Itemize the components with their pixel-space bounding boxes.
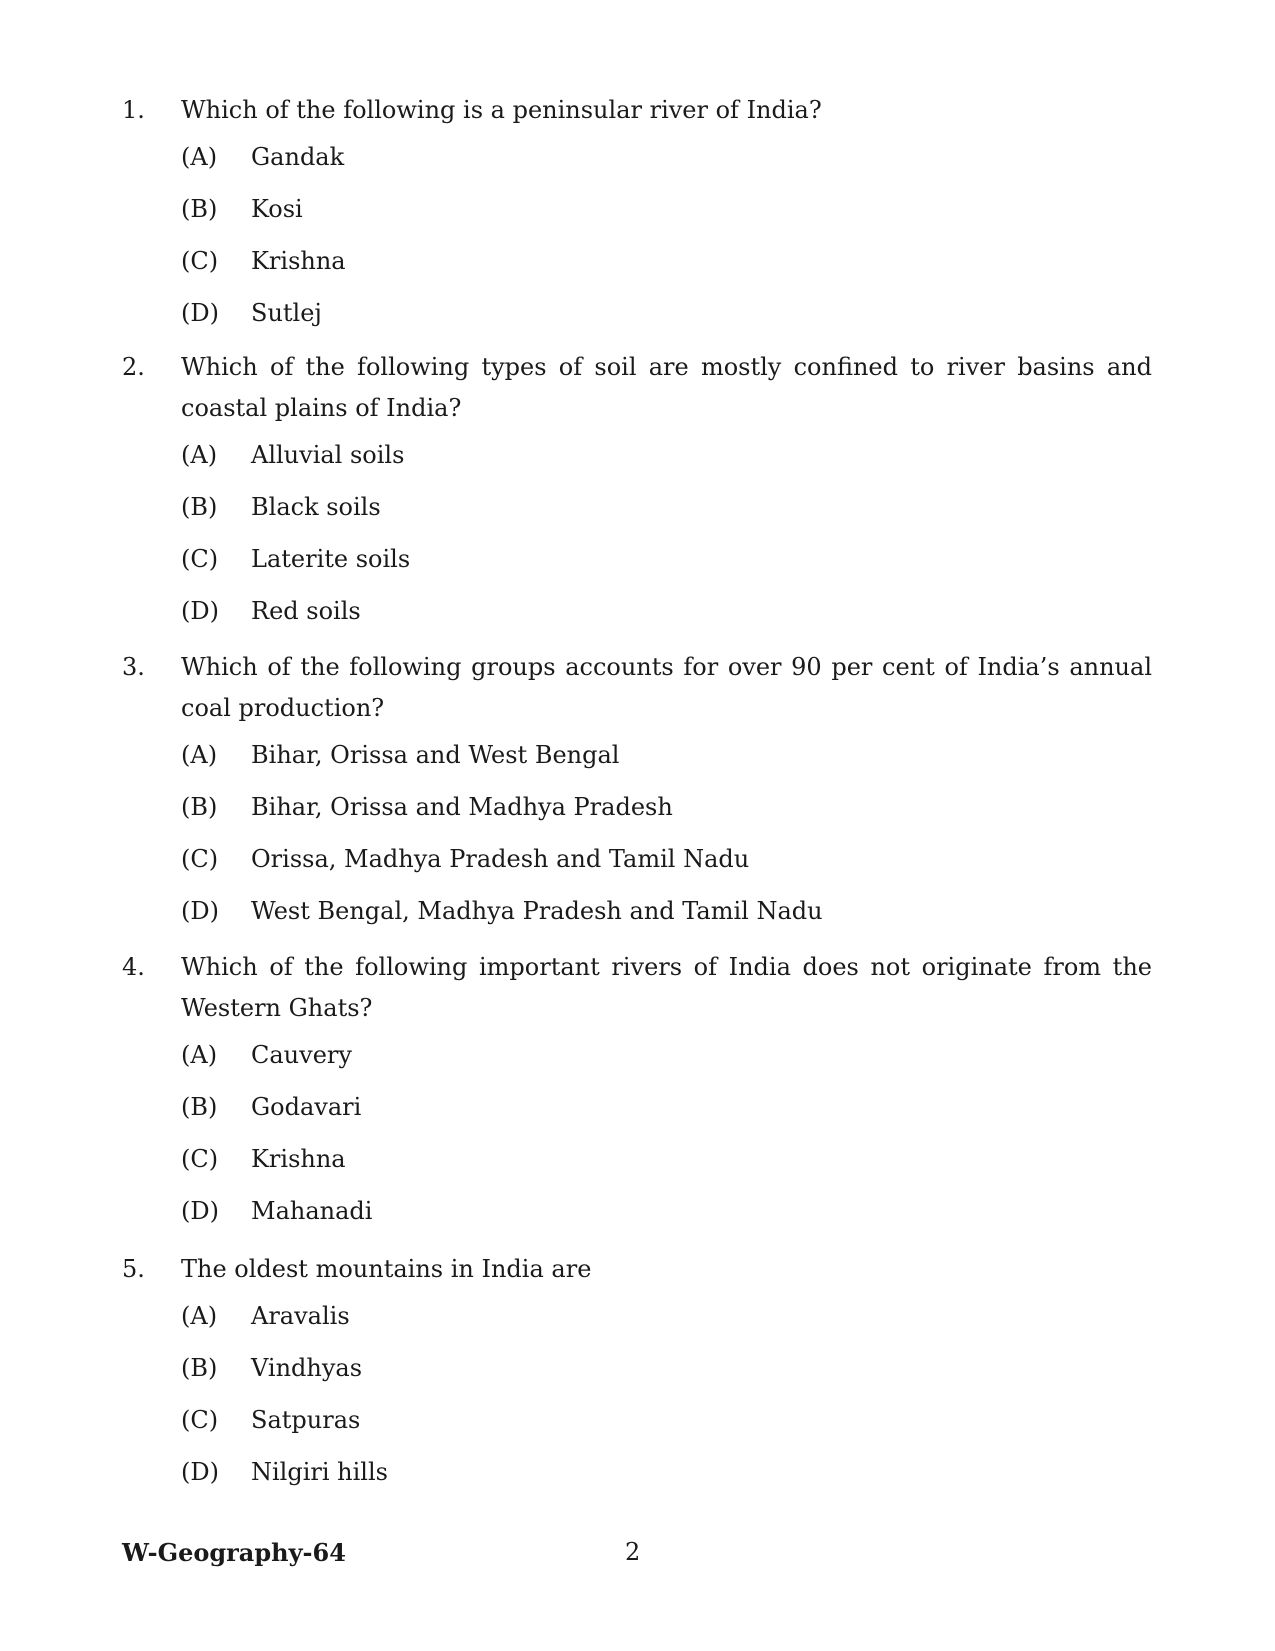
option-letter: (A) — [181, 441, 218, 469]
option-letter: (A) — [181, 1302, 218, 1330]
option-list — [181, 1037, 1152, 1245]
option-letter: (B) — [181, 1093, 218, 1121]
option-text: Vindhyas — [251, 1354, 363, 1382]
option-letter: (C) — [181, 1145, 219, 1173]
option-list — [181, 737, 1152, 945]
option-text: Aravalis — [251, 1302, 350, 1330]
question-number: 4. — [122, 953, 145, 981]
option-b — [181, 489, 1152, 541]
option-a — [181, 1298, 1152, 1350]
option-letter: (A) — [181, 1041, 218, 1069]
option-text: Bihar, Orissa and Madhya Pradesh — [251, 793, 673, 821]
option-text: Laterite soils — [251, 545, 411, 573]
option-text: Red soils — [251, 597, 361, 625]
option-letter: (C) — [181, 845, 219, 873]
question-text: Which of the following types of soil are mostly confined to river basins and coastal plains of India? — [181, 353, 1152, 422]
option-c — [181, 1402, 1152, 1454]
option-text: Black soils — [251, 493, 381, 521]
option-letter: (A) — [181, 143, 218, 171]
option-text: Kosi — [251, 195, 303, 223]
question-text: The oldest mountains in India are — [181, 1255, 592, 1283]
option-text: Alluvial soils — [251, 441, 405, 469]
option-text: West Bengal, Madhya Pradesh and Tamil Nadu — [251, 897, 823, 925]
option-text: Nilgiri hills — [251, 1458, 388, 1486]
question-number: 2. — [122, 353, 145, 381]
option-c — [181, 841, 1152, 893]
question-1 — [122, 90, 1152, 347]
option-letter: (C) — [181, 1406, 219, 1434]
option-text: Krishna — [251, 1145, 346, 1173]
option-d — [181, 1454, 1152, 1506]
option-letter: (A) — [181, 741, 218, 769]
option-d — [181, 593, 1152, 645]
option-list — [181, 1298, 1152, 1506]
option-letter: (D) — [181, 1197, 219, 1225]
option-c — [181, 1141, 1152, 1193]
option-a — [181, 1037, 1152, 1089]
option-letter: (D) — [181, 597, 219, 625]
option-d — [181, 295, 1152, 347]
option-d — [181, 1193, 1152, 1245]
option-text: Godavari — [251, 1093, 362, 1121]
option-text: Cauvery — [251, 1041, 352, 1069]
question-5 — [122, 1249, 1152, 1506]
option-letter: (C) — [181, 545, 219, 573]
question-4 — [122, 947, 1152, 1245]
option-text: Gandak — [251, 143, 345, 171]
question-text: Which of the following important rivers of India does not originate from the Western Ghats? — [181, 953, 1152, 1022]
question-number: 3. — [122, 653, 145, 681]
option-b — [181, 191, 1152, 243]
option-b — [181, 1350, 1152, 1402]
question-number: 5. — [122, 1255, 145, 1283]
option-a — [181, 139, 1152, 191]
option-text: Mahanadi — [251, 1197, 373, 1225]
option-text: Satpuras — [251, 1406, 361, 1434]
option-letter: (D) — [181, 897, 219, 925]
option-letter: (B) — [181, 793, 218, 821]
option-b — [181, 789, 1152, 841]
page-number: 2 — [625, 1538, 641, 1566]
option-letter: (B) — [181, 1354, 218, 1382]
question-2 — [122, 347, 1152, 645]
option-c — [181, 243, 1152, 295]
option-list — [181, 437, 1152, 645]
option-letter: (D) — [181, 1458, 219, 1486]
option-letter: (B) — [181, 493, 218, 521]
option-list — [181, 139, 1152, 347]
option-letter: (C) — [181, 247, 219, 275]
paper-code: W-Geography-64 — [122, 1538, 346, 1567]
option-text: Bihar, Orissa and West Bengal — [251, 741, 620, 769]
option-d — [181, 893, 1152, 945]
question-3 — [122, 647, 1152, 945]
option-a — [181, 737, 1152, 789]
option-c — [181, 541, 1152, 593]
option-letter: (B) — [181, 195, 218, 223]
question-text: Which of the following groups accounts for over 90 per cent of India’s annual coal production? — [181, 653, 1152, 722]
question-text: Which of the following is a peninsular river of India? — [181, 96, 822, 124]
option-text: Krishna — [251, 247, 346, 275]
page-footer — [122, 1538, 1152, 1574]
option-text: Orissa, Madhya Pradesh and Tamil Nadu — [251, 845, 750, 873]
option-text: Sutlej — [251, 299, 322, 327]
question-number: 1. — [122, 96, 145, 124]
option-b — [181, 1089, 1152, 1141]
option-a — [181, 437, 1152, 489]
option-letter: (D) — [181, 299, 219, 327]
